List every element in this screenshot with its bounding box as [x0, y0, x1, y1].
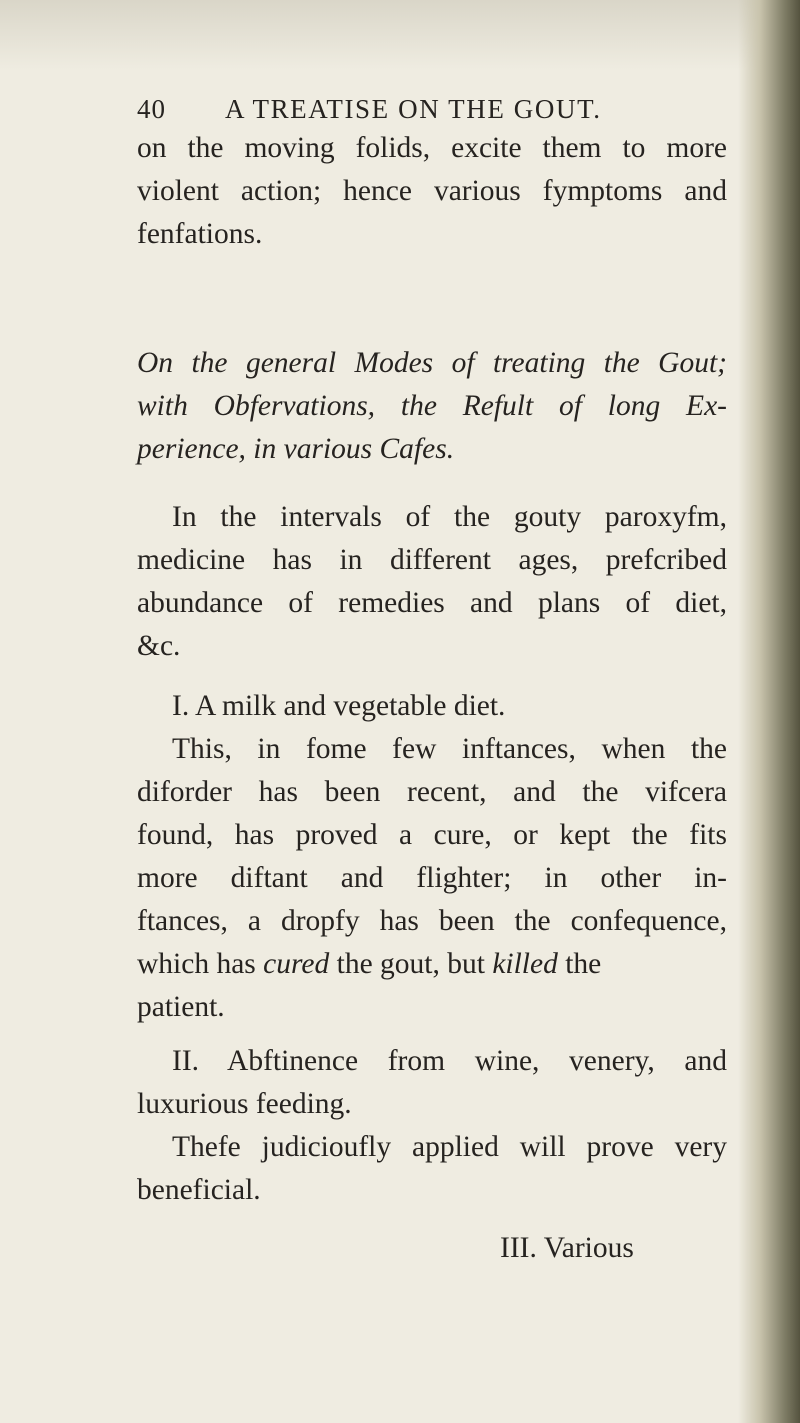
- text-run: the gout, but: [329, 948, 493, 980]
- text-run: In the intervals of the gouty paroxyfm,: [172, 501, 727, 533]
- page-edge-shadow-top: [0, 0, 800, 70]
- list-item-title: I. A milk and vegetable diet.: [172, 690, 506, 722]
- text-run: This, in fome few inftances, when the: [172, 733, 727, 765]
- text-line: patient.: [137, 991, 225, 1023]
- text-run: II. Abftinence from wine, venery, and: [172, 1045, 727, 1077]
- section-heading: [137, 342, 727, 471]
- emphasis-killed: killed: [492, 948, 558, 980]
- text-run: the: [557, 948, 602, 980]
- text-line: [137, 1126, 727, 1169]
- text-line: ftances, a dropfy has been the confequence,: [137, 905, 727, 937]
- heading-line: with Obfervations, the Refult of long Ex-: [137, 390, 727, 422]
- text-line: on the moving folids, excite them to more: [137, 132, 727, 164]
- text-line: luxurious feeding.: [137, 1088, 352, 1120]
- text-line: found, has proved a cure, or kept the fits: [137, 819, 727, 851]
- catchword: III. Various: [500, 1232, 634, 1264]
- text-line: abundance of remedies and plans of diet,: [137, 587, 727, 619]
- text-run: Thefe judicioufly applied will prove very: [172, 1131, 727, 1163]
- text-line: [137, 496, 727, 539]
- paragraph-intervals: [137, 496, 727, 668]
- heading-line: perience, in various Cafes.: [137, 433, 455, 465]
- text-line: [137, 943, 727, 986]
- running-header: [137, 94, 737, 125]
- paragraph-continuation: [137, 127, 727, 256]
- text-line: more diftant and flighter; in other in-: [137, 862, 727, 894]
- text-line: [137, 728, 727, 771]
- text-line: medicine has in different ages, prefcribed: [137, 544, 727, 576]
- text-line: fenfations.: [137, 218, 263, 250]
- list-item-2: [137, 1040, 727, 1126]
- text-line: &c.: [137, 630, 181, 662]
- paragraph-abstinence: [137, 1126, 727, 1212]
- emphasis-cured: cured: [263, 948, 330, 980]
- heading-line: On the general Modes of treating the Gout;: [137, 347, 727, 379]
- running-title: A TREATISE ON THE GOUT.: [225, 94, 602, 124]
- text-run: which has: [137, 948, 264, 980]
- page-number: 40: [137, 94, 166, 124]
- list-item-1: [137, 685, 727, 728]
- text-line: diforder has been recent, and the vifcera: [137, 776, 727, 808]
- text-line: [137, 1040, 727, 1083]
- text-line: violent action; hence various fymptoms and: [137, 175, 727, 207]
- page-gutter-shadow: [738, 0, 800, 1423]
- paragraph-milk-diet: [137, 728, 727, 1029]
- text-line: beneficial.: [137, 1174, 261, 1206]
